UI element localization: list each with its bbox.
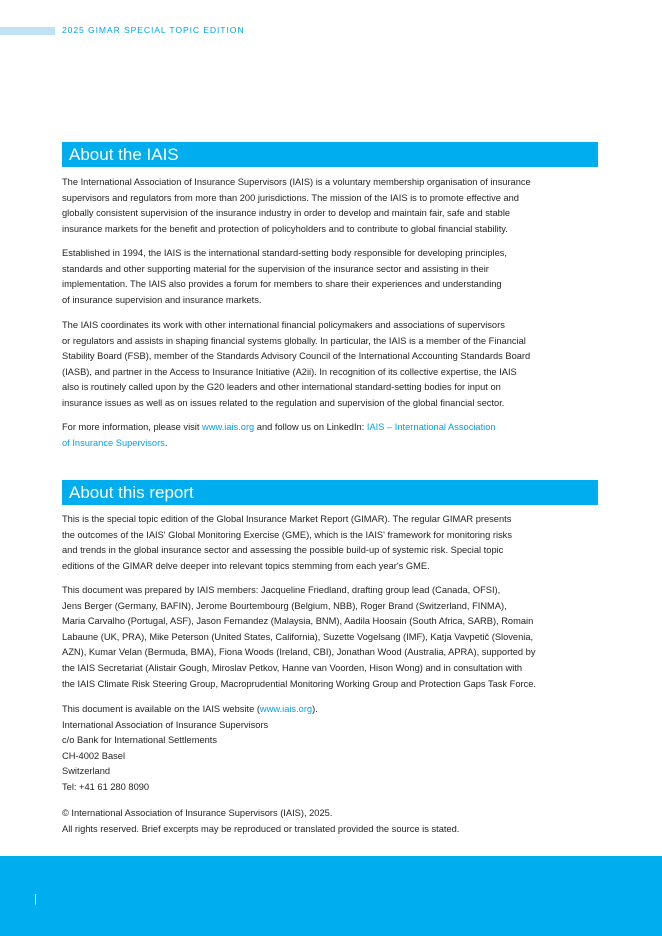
address-line: Switzerland — [62, 766, 111, 777]
text-line: Labaune (UK, PRA), Mike Peterson (United States, California), Suzette Vogelsang (IMF), Katja Vavpetič (Slovenia, — [62, 631, 534, 642]
address-line: International Association of Insurance Supervisors — [62, 719, 269, 730]
about-iais-paragraph-3 — [62, 318, 602, 412]
text-segment: For more information, please visit — [62, 422, 203, 432]
about-report-paragraph-2 — [62, 583, 602, 692]
text-line — [62, 702, 602, 718]
text-line: All rights reserved. Brief excerpts may be reproduced or translated provided the source is stated. — [62, 823, 460, 834]
footer-band — [0, 856, 662, 936]
text-line: (IASB), and partner in the Access to Insurance Initiative (A2ii). In recognition of its collective expertise, the IAIS — [62, 366, 517, 377]
text-line: Maria Carvalho (Portugal, ASF), Jason Fernandez (Malaysia, BNM), Aadila Hoosain (South Africa, SARB), Romain — [62, 616, 534, 627]
text-segment: . — [164, 437, 168, 448]
text-line: © International Association of Insurance Supervisors (IAIS), 2025. — [62, 808, 333, 818]
text-line: supervisors and regulators from more than 200 jurisdictions. The mission of the IAIS is to promote effective and — [62, 192, 519, 203]
text-line: editions of the GIMAR delve deeper into relevant topics stemming from each year's GME. — [62, 560, 430, 571]
text-line — [62, 436, 602, 452]
text-line: or regulators and assists in shaping financial systems globally. In particular, the IAIS is a member of the Financial — [62, 335, 526, 346]
about-report-heading: About this report — [62, 480, 598, 505]
text-line: of insurance supervision and insurance markets. — [62, 294, 262, 305]
linkedin-link[interactable]: IAIS – International Association — [366, 422, 496, 432]
text-line: the IAIS Secretariat (Alistair Gough, Miroslav Petkov, Hanne van Voorden, Hison Wong) and in consultation with — [62, 662, 523, 673]
header-accent-bar — [0, 27, 55, 35]
text-line: the IAIS Climate Risk Steering Group, Macroprudential Monitoring Working Group and Protection Gaps Task Force. — [62, 678, 537, 689]
text-line: The International Association of Insurance Supervisors (IAIS) is a voluntary membership organisation of insurance — [62, 177, 531, 187]
about-report-paragraph-1 — [62, 512, 602, 574]
address-line: c/o Bank for International Settlements — [62, 735, 218, 746]
text-line — [62, 420, 602, 436]
text-segment: ). — [312, 704, 318, 714]
text-line: Stability Board (FSB), member of the Standards Advisory Council of the International Accounting Standards Board — [62, 351, 531, 362]
text-line: insurance markets for the benefit and protection of policyholders and to contribute to global financial stability. — [62, 223, 508, 234]
text-line: AZN), Kumar Velan (Bermuda, BMA), Fiona Woods (Ireland, CBI), Jonathan Wood (Australia, APRA), supported by — [62, 647, 536, 658]
text-line: Jens Berger (Germany, BAFIN), Jerome Bourtembourg (Belgium, NBB), Roger Brand (Switzerland, FINMA), — [62, 600, 507, 611]
text-line: implementation. The IAIS also provides a forum for members to share their experiences and understanding — [62, 279, 502, 290]
text-segment: and follow us on LinkedIn: — [254, 422, 367, 432]
iais-website-link[interactable]: www.iais.org — [259, 704, 313, 714]
copyright-notice — [62, 806, 602, 837]
about-iais-paragraph-2 — [62, 246, 602, 308]
about-iais-heading: About the IAIS — [62, 142, 598, 167]
edition-header: 2025 GIMAR SPECIAL TOPIC EDITION — [62, 25, 245, 35]
iais-website-link[interactable]: www.iais.org — [202, 422, 255, 432]
text-line: also is routinely called upon by the G20 leaders and other international standard-setting bodies for input on — [62, 382, 501, 393]
text-line: Established in 1994, the IAIS is the international standard-setting body responsible for developing principles, — [62, 248, 507, 258]
text-segment: This document is available on the IAIS website ( — [62, 704, 260, 714]
text-line: the outcomes of the IAIS' Global Monitoring Exercise (GME), which is the IAIS' framework for monitoring risks — [62, 529, 512, 540]
text-line: standards and other supporting material for the supervision of the insurance sector and assisting in their — [62, 263, 489, 274]
phone-line: Tel: +41 61 280 8090 — [62, 781, 150, 792]
address-line: CH-4002 Basel — [62, 750, 126, 761]
text-line: This is the special topic edition of the Global Insurance Market Report (GIMAR). The regular GIMAR presents — [62, 514, 512, 524]
text-line: insurance issues as well as on issues related to the regulation and supervision of the global financial sector. — [62, 397, 505, 408]
text-line: This document was prepared by IAIS members: Jacqueline Friedland, drafting group lead (Canada, OFSI), — [62, 585, 501, 595]
about-iais-paragraph-1 — [62, 175, 602, 237]
contact-block — [62, 702, 602, 796]
text-line: The IAIS coordinates its work with other international financial policymakers and associations of supervisors — [62, 320, 505, 330]
about-iais-paragraph-4 — [62, 420, 602, 451]
linkedin-link-continued[interactable]: of Insurance Supervisors — [62, 437, 165, 448]
text-line: and trends in the global insurance sector and assessing the possible build-up of systemic risk. Special topic — [62, 545, 504, 556]
text-line: globally consistent supervision of the insurance industry in order to develop and maintain fair, safe and stable — [62, 208, 511, 219]
page-marker: | — [34, 893, 37, 905]
